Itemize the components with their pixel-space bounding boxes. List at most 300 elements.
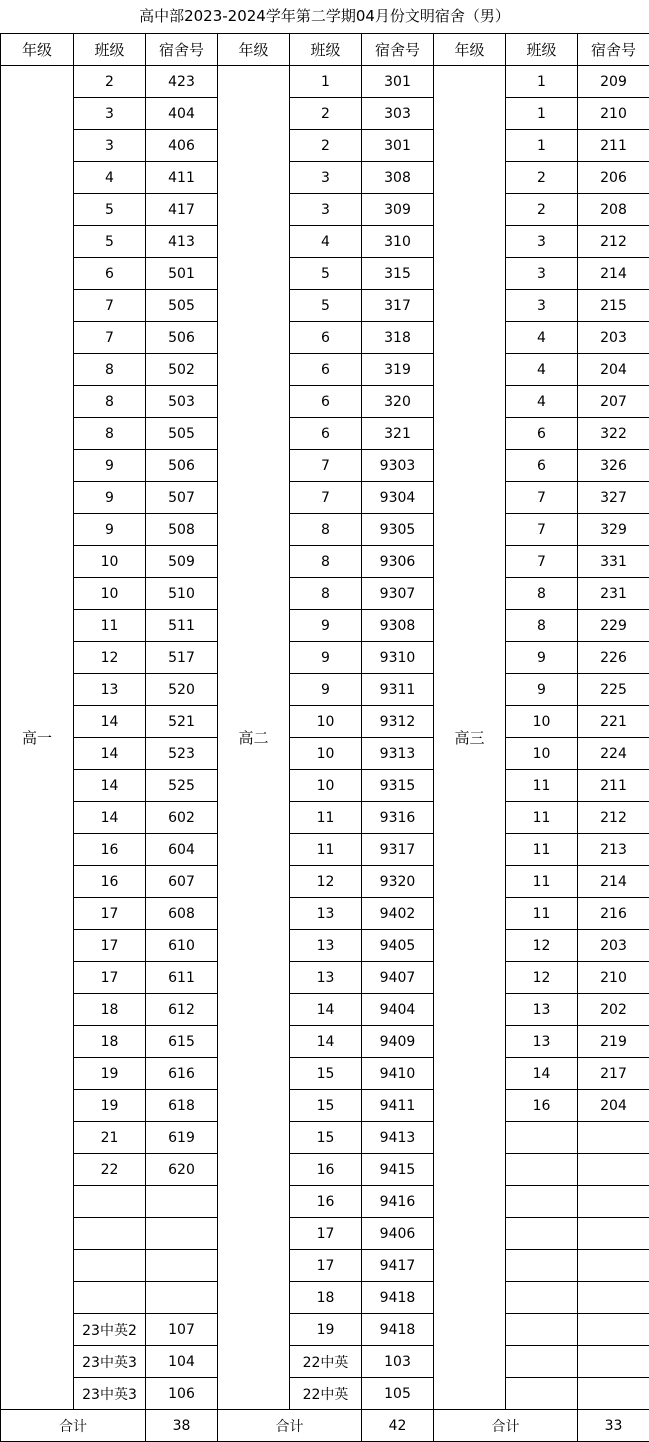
class-cell: 9 [290, 674, 362, 706]
dorm-cell: 511 [146, 610, 218, 642]
dorm-cell: 9317 [362, 834, 434, 866]
dorm-cell: 214 [578, 258, 649, 290]
class-cell: 16 [74, 834, 146, 866]
dorm-cell: 521 [146, 706, 218, 738]
dorm-cell: 9415 [362, 1154, 434, 1186]
dorm-cell: 327 [578, 482, 649, 514]
dorm-cell: 301 [362, 66, 434, 98]
class-cell: 21 [74, 1122, 146, 1154]
table-row [1, 1218, 649, 1250]
dorm-cell: 213 [578, 834, 649, 866]
dorm-cell: 103 [362, 1346, 434, 1378]
class-cell: 12 [506, 962, 578, 994]
header-class-3: 班级 [506, 34, 578, 66]
dorm-cell: 520 [146, 674, 218, 706]
table-row [1, 98, 649, 130]
table-row [1, 322, 649, 354]
class-cell: 13 [74, 674, 146, 706]
dorm-cell: 9308 [362, 610, 434, 642]
class-cell: 14 [74, 738, 146, 770]
dorm-cell: 212 [578, 802, 649, 834]
table-row [1, 1346, 649, 1378]
dorm-cell: 9402 [362, 898, 434, 930]
total-label-2: 合计 [218, 1410, 362, 1442]
dorm-cell: 423 [146, 66, 218, 98]
dorm-cell: 523 [146, 738, 218, 770]
class-cell: 14 [74, 770, 146, 802]
class-cell: 3 [506, 290, 578, 322]
class-cell [74, 1282, 146, 1314]
header-grade-1: 年级 [1, 34, 74, 66]
dorm-cell: 211 [578, 130, 649, 162]
dorm-cell [146, 1250, 218, 1282]
dorm-cell: 215 [578, 290, 649, 322]
class-cell: 4 [506, 322, 578, 354]
class-cell: 4 [74, 162, 146, 194]
dorm-cell: 508 [146, 514, 218, 546]
dorm-cell: 331 [578, 546, 649, 578]
dorm-cell: 510 [146, 578, 218, 610]
table-row [1, 354, 649, 386]
class-cell: 1 [290, 66, 362, 98]
table-row [1, 994, 649, 1026]
class-cell: 2 [506, 162, 578, 194]
dorm-cell: 320 [362, 386, 434, 418]
dorm-cell: 225 [578, 674, 649, 706]
dorm-cell [146, 1186, 218, 1218]
class-cell: 10 [74, 546, 146, 578]
dorm-cell: 9305 [362, 514, 434, 546]
class-cell: 17 [290, 1218, 362, 1250]
table-row [1, 546, 649, 578]
dorm-cell: 321 [362, 418, 434, 450]
dorm-cell: 202 [578, 994, 649, 1026]
class-cell: 14 [74, 802, 146, 834]
dorm-cell: 611 [146, 962, 218, 994]
class-cell: 7 [506, 482, 578, 514]
dorm-cell [578, 1154, 649, 1186]
dorm-cell [578, 1122, 649, 1154]
table-row [1, 194, 649, 226]
table-row [1, 290, 649, 322]
grade-label-3: 高三 [434, 66, 506, 1410]
class-cell: 13 [506, 994, 578, 1026]
dorm-cell: 209 [578, 66, 649, 98]
dorm-cell: 104 [146, 1346, 218, 1378]
dorm-cell: 208 [578, 194, 649, 226]
class-cell: 23中英2 [74, 1314, 146, 1346]
dorm-cell: 503 [146, 386, 218, 418]
table-row [1, 834, 649, 866]
class-cell: 10 [506, 706, 578, 738]
dorm-cell [578, 1378, 649, 1410]
dorm-cell: 319 [362, 354, 434, 386]
table-row [1, 162, 649, 194]
class-cell: 5 [74, 226, 146, 258]
class-cell: 7 [290, 450, 362, 482]
class-cell: 9 [74, 514, 146, 546]
dorm-cell: 322 [578, 418, 649, 450]
header-class-1: 班级 [74, 34, 146, 66]
dorm-cell: 211 [578, 770, 649, 802]
dorm-cell: 231 [578, 578, 649, 610]
table-row [1, 706, 649, 738]
table-row [1, 1314, 649, 1346]
class-cell: 17 [74, 898, 146, 930]
dorm-cell: 318 [362, 322, 434, 354]
class-cell: 10 [74, 578, 146, 610]
class-cell: 8 [290, 514, 362, 546]
class-cell: 11 [290, 834, 362, 866]
table-row [1, 1378, 649, 1410]
class-cell: 13 [290, 962, 362, 994]
table-row [1, 770, 649, 802]
dorm-cell: 9416 [362, 1186, 434, 1218]
total-value-2: 42 [362, 1410, 434, 1442]
dorm-cell: 612 [146, 994, 218, 1026]
dorm-cell: 216 [578, 898, 649, 930]
dorm-cell: 9418 [362, 1314, 434, 1346]
class-cell: 22中英 [290, 1346, 362, 1378]
dorm-cell: 315 [362, 258, 434, 290]
class-cell: 9 [290, 610, 362, 642]
table-row [1, 1186, 649, 1218]
class-cell: 6 [290, 386, 362, 418]
dorm-cell [578, 1186, 649, 1218]
dorm-cell [578, 1218, 649, 1250]
dorm-cell: 303 [362, 98, 434, 130]
dorm-cell: 9413 [362, 1122, 434, 1154]
table-row [1, 1154, 649, 1186]
dorm-cell: 329 [578, 514, 649, 546]
header-row [1, 34, 649, 66]
class-cell: 3 [290, 194, 362, 226]
dorm-cell [578, 1346, 649, 1378]
dorm-cell: 618 [146, 1090, 218, 1122]
class-cell: 19 [74, 1058, 146, 1090]
class-cell: 7 [506, 514, 578, 546]
class-cell: 7 [290, 482, 362, 514]
dorm-cell: 326 [578, 450, 649, 482]
dorm-cell: 204 [578, 354, 649, 386]
class-cell: 6 [74, 258, 146, 290]
table-row [1, 386, 649, 418]
class-cell: 11 [74, 610, 146, 642]
dorm-cell: 507 [146, 482, 218, 514]
class-cell: 6 [290, 354, 362, 386]
class-cell: 8 [74, 418, 146, 450]
class-cell [74, 1218, 146, 1250]
class-cell [506, 1186, 578, 1218]
class-cell: 14 [290, 1026, 362, 1058]
class-cell: 2 [506, 194, 578, 226]
class-cell: 6 [506, 450, 578, 482]
dorm-cell: 616 [146, 1058, 218, 1090]
table-row [1, 642, 649, 674]
dorm-cell: 506 [146, 322, 218, 354]
dorm-cell: 9418 [362, 1282, 434, 1314]
dorm-cell: 9310 [362, 642, 434, 674]
class-cell: 12 [290, 866, 362, 898]
class-cell: 3 [74, 98, 146, 130]
dorm-cell: 203 [578, 322, 649, 354]
class-cell: 15 [290, 1058, 362, 1090]
class-cell: 1 [506, 130, 578, 162]
dorm-cell [578, 1282, 649, 1314]
header-dorm-3: 宿舍号 [578, 34, 649, 66]
dorm-cell: 413 [146, 226, 218, 258]
class-cell: 16 [74, 866, 146, 898]
class-cell: 11 [506, 898, 578, 930]
class-cell: 10 [290, 770, 362, 802]
dorm-cell: 9406 [362, 1218, 434, 1250]
class-cell: 3 [290, 162, 362, 194]
dorm-cell: 525 [146, 770, 218, 802]
dorm-cell: 417 [146, 194, 218, 226]
dorm-cell: 226 [578, 642, 649, 674]
dorm-cell: 204 [578, 1090, 649, 1122]
dorm-cell: 411 [146, 162, 218, 194]
class-cell: 8 [506, 610, 578, 642]
class-cell: 5 [290, 258, 362, 290]
dorm-cell: 9320 [362, 866, 434, 898]
class-cell: 11 [290, 802, 362, 834]
dorm-cell: 207 [578, 386, 649, 418]
dorm-table [0, 33, 649, 1442]
class-cell: 7 [74, 290, 146, 322]
table-row [1, 1122, 649, 1154]
total-label-3: 合计 [434, 1410, 578, 1442]
class-cell: 18 [74, 1026, 146, 1058]
class-cell: 11 [506, 802, 578, 834]
dorm-cell: 509 [146, 546, 218, 578]
header-dorm-2: 宿舍号 [362, 34, 434, 66]
grade-label-2: 高二 [218, 66, 290, 1410]
dorm-cell: 224 [578, 738, 649, 770]
class-cell: 4 [290, 226, 362, 258]
class-cell [74, 1186, 146, 1218]
class-cell: 10 [290, 738, 362, 770]
table-row [1, 66, 649, 98]
table-row [1, 930, 649, 962]
class-cell: 17 [74, 962, 146, 994]
class-cell: 11 [506, 834, 578, 866]
dorm-cell: 9405 [362, 930, 434, 962]
dorm-cell: 608 [146, 898, 218, 930]
class-cell: 16 [290, 1154, 362, 1186]
grade-label-1: 高一 [1, 66, 74, 1410]
dorm-cell: 620 [146, 1154, 218, 1186]
class-cell: 4 [506, 386, 578, 418]
header-grade-2: 年级 [218, 34, 290, 66]
dorm-cell: 301 [362, 130, 434, 162]
table-row [1, 738, 649, 770]
class-cell [506, 1154, 578, 1186]
class-cell [74, 1250, 146, 1282]
class-cell [506, 1218, 578, 1250]
dorm-cell: 217 [578, 1058, 649, 1090]
class-cell: 5 [74, 194, 146, 226]
class-cell: 9 [506, 674, 578, 706]
dorm-cell: 9304 [362, 482, 434, 514]
class-cell: 17 [290, 1250, 362, 1282]
dorm-cell: 406 [146, 130, 218, 162]
class-cell: 13 [290, 898, 362, 930]
dorm-cell: 604 [146, 834, 218, 866]
dorm-cell: 317 [362, 290, 434, 322]
page-title: 高中部2023-2024学年第二学期04月份文明宿舍（男） [0, 0, 649, 33]
table-row [1, 418, 649, 450]
dorm-cell: 9404 [362, 994, 434, 1026]
table-row [1, 578, 649, 610]
dorm-cell: 501 [146, 258, 218, 290]
dorm-cell: 9316 [362, 802, 434, 834]
class-cell: 12 [74, 642, 146, 674]
class-cell: 13 [506, 1026, 578, 1058]
class-cell: 22中英 [290, 1378, 362, 1410]
class-cell: 1 [506, 98, 578, 130]
table-row [1, 1026, 649, 1058]
class-cell: 10 [290, 706, 362, 738]
table-row [1, 130, 649, 162]
class-cell: 4 [506, 354, 578, 386]
class-cell: 10 [506, 738, 578, 770]
class-cell: 17 [74, 930, 146, 962]
class-cell: 6 [290, 418, 362, 450]
dorm-cell: 221 [578, 706, 649, 738]
dorm-cell: 9407 [362, 962, 434, 994]
class-cell [506, 1346, 578, 1378]
header-dorm-1: 宿舍号 [146, 34, 218, 66]
table-row [1, 898, 649, 930]
class-cell: 8 [290, 546, 362, 578]
total-row [1, 1410, 649, 1442]
class-cell: 16 [506, 1090, 578, 1122]
table-row [1, 1250, 649, 1282]
dorm-cell: 210 [578, 98, 649, 130]
class-cell: 9 [290, 642, 362, 674]
dorm-cell: 505 [146, 418, 218, 450]
dorm-cell: 229 [578, 610, 649, 642]
dorm-cell: 212 [578, 226, 649, 258]
dorm-cell: 206 [578, 162, 649, 194]
class-cell: 18 [290, 1282, 362, 1314]
class-cell [506, 1122, 578, 1154]
dorm-cell: 619 [146, 1122, 218, 1154]
class-cell: 15 [290, 1090, 362, 1122]
total-value-1: 38 [146, 1410, 218, 1442]
class-cell: 23中英3 [74, 1378, 146, 1410]
total-label-1: 合计 [1, 1410, 146, 1442]
dorm-cell: 610 [146, 930, 218, 962]
dorm-cell: 506 [146, 450, 218, 482]
class-cell: 8 [290, 578, 362, 610]
dorm-cell: 505 [146, 290, 218, 322]
class-cell: 13 [290, 930, 362, 962]
class-cell: 7 [506, 546, 578, 578]
class-cell: 14 [290, 994, 362, 1026]
table-row [1, 1090, 649, 1122]
class-cell: 3 [506, 226, 578, 258]
dorm-cell: 9417 [362, 1250, 434, 1282]
dorm-cell [146, 1282, 218, 1314]
class-cell: 6 [290, 322, 362, 354]
table-row [1, 1282, 649, 1314]
class-cell: 11 [506, 866, 578, 898]
table-row [1, 450, 649, 482]
class-cell: 1 [506, 66, 578, 98]
dorm-cell: 210 [578, 962, 649, 994]
table-row [1, 610, 649, 642]
dorm-cell: 502 [146, 354, 218, 386]
class-cell: 16 [290, 1186, 362, 1218]
class-cell: 7 [74, 322, 146, 354]
class-cell: 3 [506, 258, 578, 290]
class-cell: 3 [74, 130, 146, 162]
dorm-cell: 9303 [362, 450, 434, 482]
class-cell [506, 1282, 578, 1314]
dorm-cell: 607 [146, 866, 218, 898]
dorm-cell: 9409 [362, 1026, 434, 1058]
table-row [1, 1058, 649, 1090]
dorm-cell: 214 [578, 866, 649, 898]
dorm-cell: 9307 [362, 578, 434, 610]
dorm-cell: 219 [578, 1026, 649, 1058]
header-grade-3: 年级 [434, 34, 506, 66]
dorm-cell: 310 [362, 226, 434, 258]
class-cell: 12 [506, 930, 578, 962]
class-cell: 19 [290, 1314, 362, 1346]
class-cell [506, 1378, 578, 1410]
class-cell: 2 [290, 130, 362, 162]
class-cell: 8 [74, 386, 146, 418]
dorm-cell [146, 1218, 218, 1250]
dorm-cell: 615 [146, 1026, 218, 1058]
class-cell: 19 [74, 1090, 146, 1122]
dorm-cell: 107 [146, 1314, 218, 1346]
dorm-cell: 517 [146, 642, 218, 674]
dorm-cell: 9315 [362, 770, 434, 802]
dorm-cell [578, 1314, 649, 1346]
class-cell: 11 [506, 770, 578, 802]
class-cell: 15 [290, 1122, 362, 1154]
class-cell: 9 [506, 642, 578, 674]
dorm-cell: 9311 [362, 674, 434, 706]
class-cell: 6 [506, 418, 578, 450]
dorm-cell: 404 [146, 98, 218, 130]
dorm-cell: 203 [578, 930, 649, 962]
table-row [1, 962, 649, 994]
class-cell: 8 [74, 354, 146, 386]
class-cell: 9 [74, 450, 146, 482]
class-cell: 14 [74, 706, 146, 738]
class-cell: 22 [74, 1154, 146, 1186]
total-value-3: 33 [578, 1410, 649, 1442]
dorm-cell: 308 [362, 162, 434, 194]
class-cell: 9 [74, 482, 146, 514]
class-cell: 18 [74, 994, 146, 1026]
table-row [1, 802, 649, 834]
dorm-cell: 9410 [362, 1058, 434, 1090]
table-row [1, 674, 649, 706]
table-row [1, 258, 649, 290]
header-class-2: 班级 [290, 34, 362, 66]
class-cell: 5 [290, 290, 362, 322]
dorm-cell: 602 [146, 802, 218, 834]
table-row [1, 866, 649, 898]
class-cell: 2 [74, 66, 146, 98]
class-cell: 14 [506, 1058, 578, 1090]
